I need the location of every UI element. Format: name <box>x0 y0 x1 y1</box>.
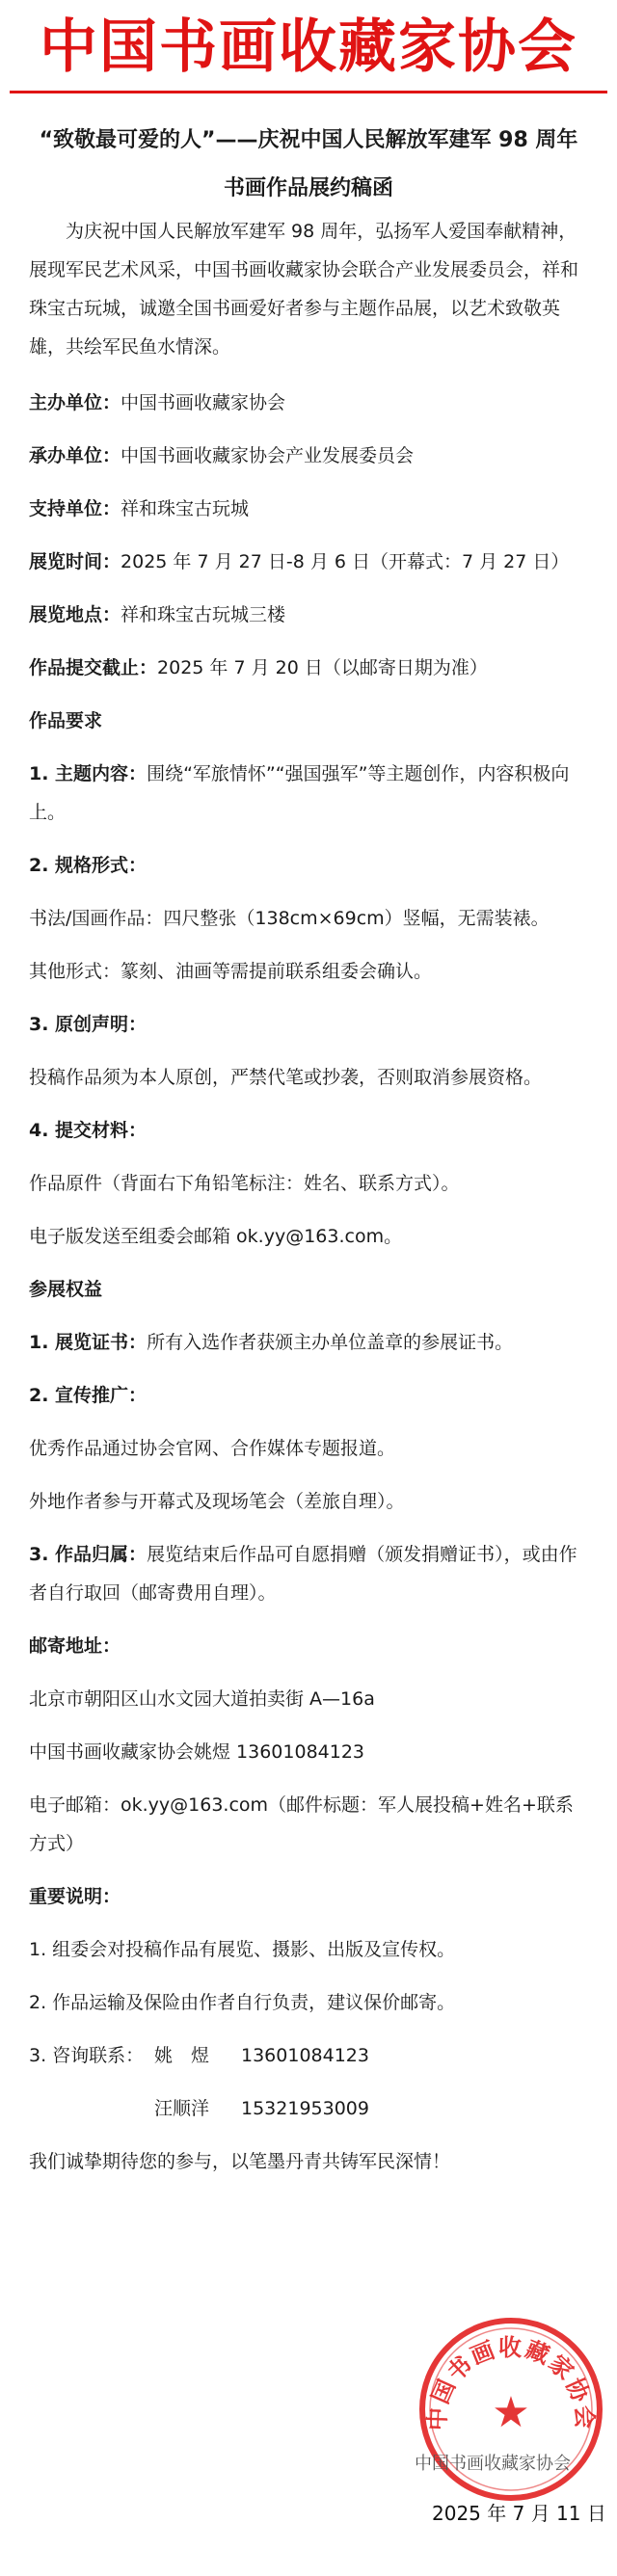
info-deadline <box>29 649 588 687</box>
info-exhibition-time <box>29 543 588 581</box>
req-spec-label: 2. 规格形式： <box>29 855 148 876</box>
info-value: 2025 年 7 月 20 日（以邮寄日期为准） <box>157 657 488 678</box>
rights-cert <box>29 1323 588 1362</box>
rights-ownership-text: 展览结束后作品可自愿捐赠（颁发捐赠证书），或由作者自行取回（邮寄费用自理）。 <box>29 1544 577 1604</box>
req-spec-line: 其他形式：篆刻、油画等需提前联系组委会确认。 <box>29 961 433 982</box>
info-value: 2025 年 7 月 27 日-8 月 6 日（开幕式：7 月 27 日） <box>121 551 570 572</box>
info-label: 展览地点： <box>29 604 121 625</box>
section-heading-notes: 重要说明： <box>29 1886 121 1907</box>
req-theme <box>29 755 588 832</box>
mail-address: 北京市朝阳区山水文园大道拍卖街 A—16a <box>29 1688 375 1710</box>
info-label: 作品提交截止： <box>29 657 158 678</box>
info-label: 承办单位： <box>29 445 121 466</box>
seal-text: 中国书画收藏家协会 <box>422 2333 600 2431</box>
letterhead <box>0 0 617 104</box>
rights-ownership-label: 3. 作品归属： <box>29 1544 148 1565</box>
info-undertaker <box>29 437 588 475</box>
mail-email: 电子邮箱：ok.yy@163.com（邮件标题：军人展投稿+姓名+联系方式） <box>29 1794 574 1854</box>
closing-line: 我们诚挚期待您的参与，以笔墨丹青共铸军民深情！ <box>29 2151 451 2172</box>
info-label: 展览时间： <box>29 551 121 572</box>
section-heading-rights: 参展权益 <box>29 1279 103 1300</box>
letter-body <box>29 212 588 2195</box>
info-supporter <box>29 490 588 528</box>
info-organizer <box>29 384 588 422</box>
rights-ownership <box>29 1535 588 1612</box>
section-heading-requirements: 作品要求 <box>29 710 103 731</box>
rights-promo-label: 2. 宣传推广： <box>29 1385 148 1406</box>
req-theme-text: 围绕“军旅情怀”“强国强军”等主题创作，内容积极向上。 <box>29 763 570 823</box>
info-value: 祥和珠宝古玩城 <box>121 498 250 519</box>
req-spec-line: 书法/国画作品：四尺整张（138cm×69cm）竖幅，无需装裱。 <box>29 908 550 929</box>
req-originality-label: 3. 原创声明： <box>29 1014 148 1035</box>
section-heading-mail: 邮寄地址： <box>29 1635 121 1657</box>
intro-paragraph: 为庆祝中国人民解放军建军 98 周年，弘扬军人爱国奉献精神，展现军民艺术风采，中国书画收藏家协会联合产业发展委员会，祥和珠宝古玩城，诚邀全国书画爱好者参与主题作品展，以艺术致敬英雄，共绘军民鱼水情深。 <box>29 221 579 358</box>
contact-name: 汪顺洋 <box>154 2098 210 2119</box>
rights-cert-text: 所有入选作者获颁主办单位盖章的参展证书。 <box>147 1332 514 1353</box>
notes-line: 2. 作品运输及保险由作者自行负责，建议保价邮寄。 <box>29 1992 456 2013</box>
contact-row <box>29 2036 588 2075</box>
rights-promo-line: 优秀作品通过协会官网、合作媒体专题报道。 <box>29 1438 396 1459</box>
letterhead-rule <box>10 91 607 93</box>
signature-date: 2025 年 7 月 11 日 <box>432 2502 606 2525</box>
official-seal-icon <box>415 2313 607 2506</box>
info-value: 祥和珠宝古玩城三楼 <box>121 604 286 625</box>
info-value: 中国书画收藏家协会 <box>121 392 286 413</box>
info-exhibition-venue <box>29 596 588 634</box>
info-value: 中国书画收藏家协会产业发展委员会 <box>121 445 415 466</box>
rights-cert-label: 1. 展览证书： <box>29 1332 148 1353</box>
req-submit-line: 作品原件（背面右下角铅笔标注：姓名、联系方式）。 <box>29 1173 460 1194</box>
info-label: 主办单位： <box>29 392 121 413</box>
svg-text:★: ★ <box>492 2388 530 2437</box>
notes-line: 1. 组委会对投稿作品有展览、摄影、出版及宣传权。 <box>29 1939 456 1960</box>
doc-title-line2: 书画作品展约稿函 <box>223 176 393 200</box>
contact-phone: 13601084123 <box>241 2045 369 2066</box>
signature-org: 中国书画收藏家协会 <box>415 2454 571 2474</box>
contact-label: 3. 咨询联系： <box>29 2045 145 2066</box>
req-theme-label: 1. 主题内容： <box>29 763 148 784</box>
contact-phone: 15321953009 <box>241 2098 369 2119</box>
req-submit-label: 4. 提交材料： <box>29 1120 148 1141</box>
letterhead-org-name: 中国书画收藏家协会 <box>40 13 577 81</box>
contact-name: 姚 煜 <box>154 2045 210 2066</box>
req-originality-text: 投稿作品须为本人原创，严禁代笔或抄袭，否则取消参展资格。 <box>29 1067 543 1088</box>
rights-promo-line: 外地作者参与开幕式及现场笔会（差旅自理）。 <box>29 1491 405 1512</box>
req-submit-line: 电子版发送至组委会邮箱 ok.yy@163.com。 <box>29 1226 403 1247</box>
info-label: 支持单位： <box>29 498 121 519</box>
mail-recipient: 中国书画收藏家协会姚煜 13601084123 <box>29 1741 365 1763</box>
doc-title-line1: “致敬最可爱的人”——庆祝中国人民解放军建军 98 周年 <box>39 128 578 152</box>
contact-row <box>29 2089 588 2128</box>
